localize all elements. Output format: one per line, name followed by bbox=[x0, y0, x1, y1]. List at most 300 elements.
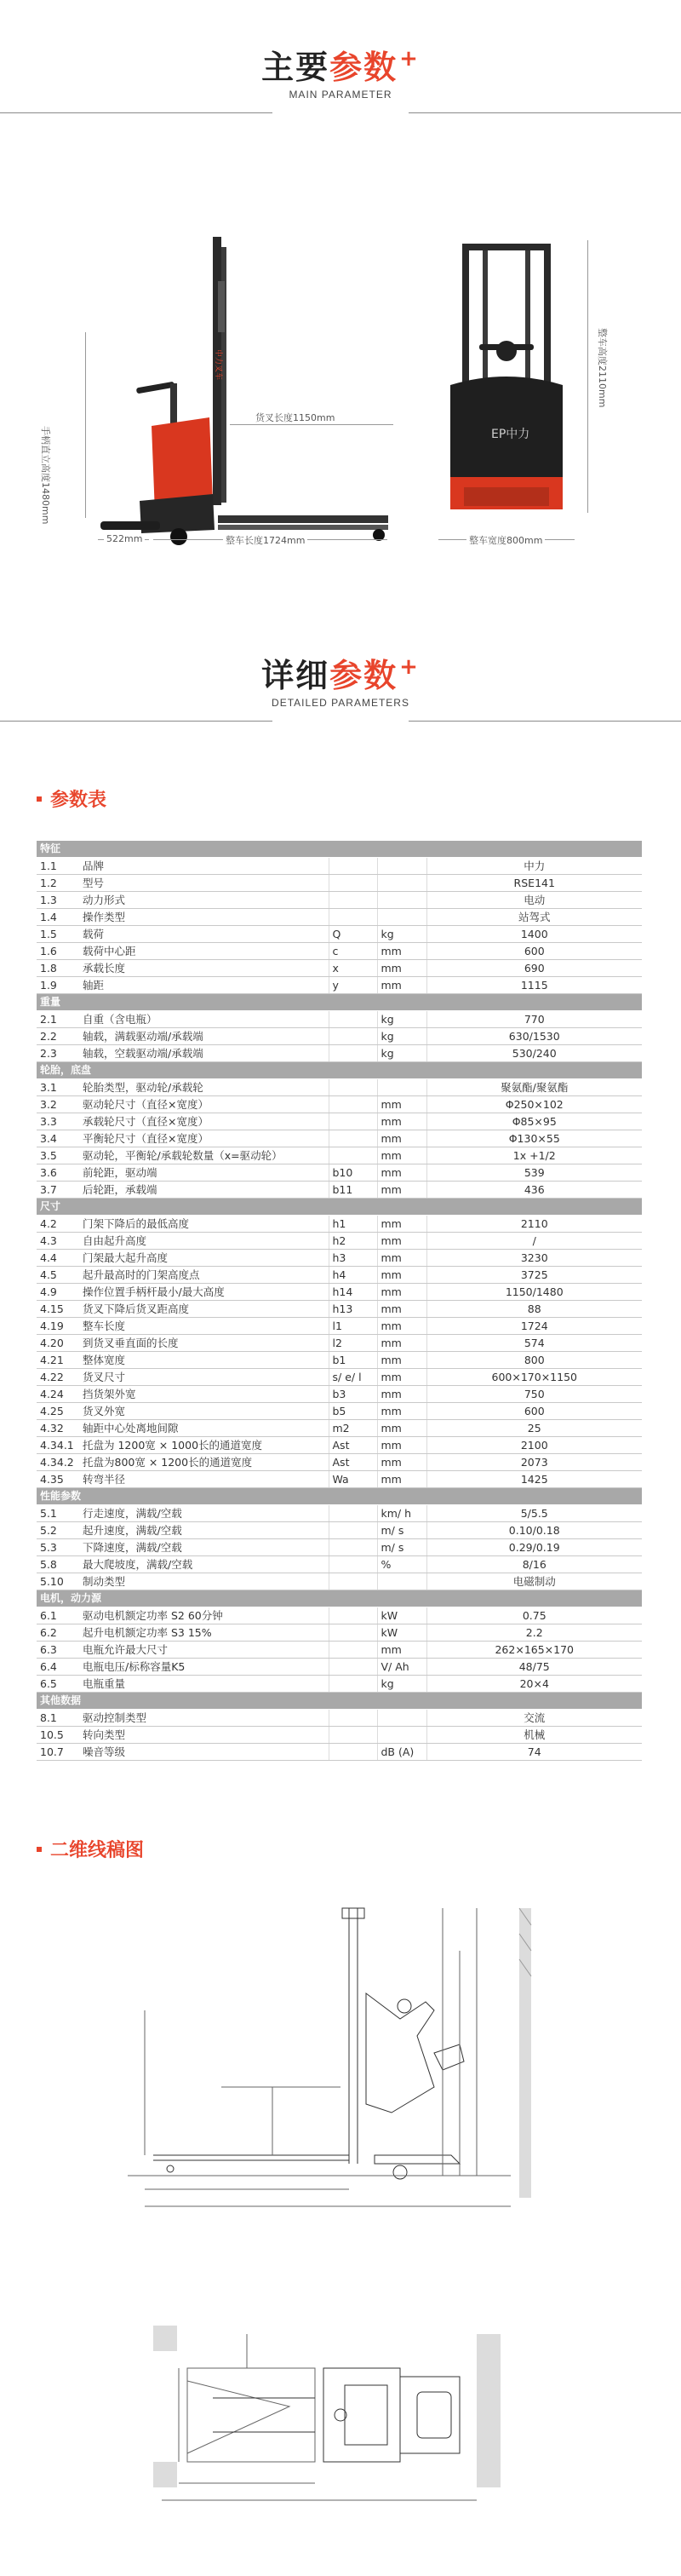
table-row bbox=[37, 1028, 642, 1045]
table-row bbox=[37, 1522, 642, 1539]
table-row bbox=[37, 943, 642, 960]
param-symbol bbox=[329, 1096, 377, 1113]
param-name: 托盘为 1200宽 × 1000长的通道宽度 bbox=[79, 1437, 329, 1454]
param-name: 行走速度，满载/空载 bbox=[79, 1505, 329, 1522]
param-symbol: h1 bbox=[329, 1216, 377, 1233]
table-row bbox=[37, 1420, 642, 1437]
param-number: 6.2 bbox=[37, 1624, 79, 1642]
table-row bbox=[37, 1182, 642, 1199]
param-table bbox=[37, 841, 642, 1761]
param-number: 5.8 bbox=[37, 1556, 79, 1573]
table-row bbox=[37, 960, 642, 977]
param-symbol: y bbox=[329, 977, 377, 994]
table-group-row bbox=[37, 1062, 642, 1079]
param-name: 货叉下降后货叉距高度 bbox=[79, 1301, 329, 1318]
param-unit: m/ s bbox=[377, 1522, 426, 1539]
param-unit: mm bbox=[377, 1369, 426, 1386]
param-number: 2.3 bbox=[37, 1045, 79, 1062]
param-name: 噪音等级 bbox=[79, 1744, 329, 1761]
param-symbol: c bbox=[329, 943, 377, 960]
param-name: 货叉外宽 bbox=[79, 1403, 329, 1420]
table-row bbox=[37, 1164, 642, 1182]
table-row bbox=[37, 909, 642, 926]
param-name: 驱动控制类型 bbox=[79, 1710, 329, 1727]
param-unit: mm bbox=[377, 1250, 426, 1267]
group-label: 其他数据 bbox=[37, 1693, 642, 1710]
param-symbol bbox=[329, 892, 377, 909]
param-number: 2.1 bbox=[37, 1011, 79, 1028]
param-name: 整车长度 bbox=[79, 1318, 329, 1335]
param-name: 型号 bbox=[79, 875, 329, 892]
param-name: 载荷 bbox=[79, 926, 329, 943]
param-number: 1.3 bbox=[37, 892, 79, 909]
param-symbol bbox=[329, 1522, 377, 1539]
param-symbol bbox=[329, 1011, 377, 1028]
param-symbol bbox=[329, 1727, 377, 1744]
param-symbol: b3 bbox=[329, 1386, 377, 1403]
param-number: 5.2 bbox=[37, 1522, 79, 1539]
side-view-drawing bbox=[119, 1900, 545, 2235]
handle-height-line bbox=[85, 332, 86, 518]
param-value: 690 bbox=[426, 960, 642, 977]
overall-height-line bbox=[587, 240, 588, 513]
group-label: 电机，动力源 bbox=[37, 1590, 642, 1607]
param-name: 动力形式 bbox=[79, 892, 329, 909]
param-number: 3.7 bbox=[37, 1182, 79, 1199]
param-name: 最大爬坡度，满载/空载 bbox=[79, 1556, 329, 1573]
param-symbol: b10 bbox=[329, 1164, 377, 1182]
param-unit: V/ Ah bbox=[377, 1659, 426, 1676]
param-symbol bbox=[329, 1676, 377, 1693]
param-unit: % bbox=[377, 1556, 426, 1573]
param-value: Φ130×55 bbox=[426, 1130, 642, 1147]
param-number: 6.5 bbox=[37, 1676, 79, 1693]
table-row bbox=[37, 1676, 642, 1693]
param-symbol bbox=[329, 1573, 377, 1590]
param-symbol bbox=[329, 858, 377, 875]
param-number: 4.34.2 bbox=[37, 1454, 79, 1471]
param-unit: mm bbox=[377, 1335, 426, 1352]
param-symbol: Wa bbox=[329, 1471, 377, 1488]
param-symbol bbox=[329, 1147, 377, 1164]
param-number: 6.1 bbox=[37, 1607, 79, 1624]
param-value: 交流 bbox=[426, 1710, 642, 1727]
drawing-title: 二维线稿图 bbox=[37, 1836, 144, 1862]
param-name: 操作位置手柄杆最小/最大高度 bbox=[79, 1284, 329, 1301]
param-name: 整体宽度 bbox=[79, 1352, 329, 1369]
param-symbol bbox=[329, 1624, 377, 1642]
param-value: Φ250×102 bbox=[426, 1096, 642, 1113]
param-number: 5.10 bbox=[37, 1573, 79, 1590]
param-unit: kW bbox=[377, 1624, 426, 1642]
param-unit: mm bbox=[377, 1352, 426, 1369]
param-name: 起升速度，满载/空载 bbox=[79, 1522, 329, 1539]
param-value: 48/75 bbox=[426, 1659, 642, 1676]
param-unit: mm bbox=[377, 977, 426, 994]
param-name: 驱动轮，平衡轮/承载轮数量（x=驱动轮） bbox=[79, 1147, 329, 1164]
param-value: 1x +1/2 bbox=[426, 1147, 642, 1164]
param-number: 4.24 bbox=[37, 1386, 79, 1403]
param-symbol bbox=[329, 1045, 377, 1062]
param-value: 中力 bbox=[426, 858, 642, 875]
param-value: 1425 bbox=[426, 1471, 642, 1488]
table-row bbox=[37, 1147, 642, 1164]
param-symbol bbox=[329, 1642, 377, 1659]
param-symbol: h4 bbox=[329, 1267, 377, 1284]
param-value: 74 bbox=[426, 1744, 642, 1761]
param-number: 4.32 bbox=[37, 1420, 79, 1437]
param-table-body bbox=[37, 841, 642, 1761]
param-value: 2073 bbox=[426, 1454, 642, 1471]
detail-parameter-subtitle: DETAILED PARAMETERS bbox=[272, 697, 409, 709]
param-symbol bbox=[329, 1505, 377, 1522]
truck-front-photo bbox=[438, 240, 575, 521]
param-number: 3.3 bbox=[37, 1113, 79, 1130]
param-name: 轴距中心处离地间隙 bbox=[79, 1420, 329, 1437]
param-number: 4.4 bbox=[37, 1250, 79, 1267]
table-row bbox=[37, 977, 642, 994]
param-unit: mm bbox=[377, 1164, 426, 1182]
param-number: 3.1 bbox=[37, 1079, 79, 1096]
param-name: 前轮距，驱动端 bbox=[79, 1164, 329, 1182]
param-name: 挡货架外宽 bbox=[79, 1386, 329, 1403]
param-number: 4.2 bbox=[37, 1216, 79, 1233]
param-symbol: l2 bbox=[329, 1335, 377, 1352]
main-parameter-title: 主要参数+ bbox=[261, 46, 420, 86]
param-number: 4.20 bbox=[37, 1335, 79, 1352]
param-unit bbox=[377, 1727, 426, 1744]
param-value: 1150/1480 bbox=[426, 1284, 642, 1301]
param-value: 800 bbox=[426, 1352, 642, 1369]
param-value: / bbox=[426, 1233, 642, 1250]
param-name: 托盘为800宽 × 1200长的通道宽度 bbox=[79, 1454, 329, 1471]
table-row bbox=[37, 1386, 642, 1403]
group-label: 重量 bbox=[37, 994, 642, 1011]
param-name: 载荷中心距 bbox=[79, 943, 329, 960]
param-name: 门架最大起升高度 bbox=[79, 1250, 329, 1267]
param-symbol: h3 bbox=[329, 1250, 377, 1267]
param-name: 平衡轮尺寸（直径×宽度） bbox=[79, 1130, 329, 1147]
param-value: 2110 bbox=[426, 1216, 642, 1233]
param-symbol: b1 bbox=[329, 1352, 377, 1369]
param-value: 530/240 bbox=[426, 1045, 642, 1062]
table-row bbox=[37, 1607, 642, 1624]
param-unit bbox=[377, 1573, 426, 1590]
param-number: 4.3 bbox=[37, 1233, 79, 1250]
param-value: 1724 bbox=[426, 1318, 642, 1335]
header-rule-left bbox=[0, 112, 272, 113]
param-value: 2.2 bbox=[426, 1624, 642, 1642]
table-row bbox=[37, 1710, 642, 1727]
param-unit: mm bbox=[377, 1437, 426, 1454]
param-unit: mm bbox=[377, 1216, 426, 1233]
param-value: 8/16 bbox=[426, 1556, 642, 1573]
param-unit: mm bbox=[377, 1267, 426, 1284]
param-symbol bbox=[329, 1539, 377, 1556]
param-value: 770 bbox=[426, 1011, 642, 1028]
param-number: 3.6 bbox=[37, 1164, 79, 1182]
param-number: 4.5 bbox=[37, 1267, 79, 1284]
param-name: 下降速度，满载/空载 bbox=[79, 1539, 329, 1556]
param-value: 0.75 bbox=[426, 1607, 642, 1624]
table-row bbox=[37, 1267, 642, 1284]
param-symbol bbox=[329, 1659, 377, 1676]
param-unit: mm bbox=[377, 1233, 426, 1250]
param-number: 2.2 bbox=[37, 1028, 79, 1045]
param-unit: kg bbox=[377, 1676, 426, 1693]
param-number: 10.5 bbox=[37, 1727, 79, 1744]
param-name: 轴载，满载驱动端/承载端 bbox=[79, 1028, 329, 1045]
param-unit: mm bbox=[377, 943, 426, 960]
param-number: 3.2 bbox=[37, 1096, 79, 1113]
param-name: 制动类型 bbox=[79, 1573, 329, 1590]
header-rule-left bbox=[0, 721, 272, 722]
param-value: 600 bbox=[426, 943, 642, 960]
param-value: 机械 bbox=[426, 1727, 642, 1744]
param-table-title: 参数表 bbox=[37, 785, 106, 812]
table-group-row bbox=[37, 1590, 642, 1607]
param-value: 630/1530 bbox=[426, 1028, 642, 1045]
table-row bbox=[37, 1011, 642, 1028]
table-row bbox=[37, 892, 642, 909]
param-value: 3725 bbox=[426, 1267, 642, 1284]
param-number: 1.9 bbox=[37, 977, 79, 994]
table-row bbox=[37, 1454, 642, 1471]
side-view-linework bbox=[119, 1900, 545, 2232]
param-symbol bbox=[329, 1079, 377, 1096]
table-row bbox=[37, 1573, 642, 1590]
param-number: 1.8 bbox=[37, 960, 79, 977]
param-symbol: b5 bbox=[329, 1403, 377, 1420]
param-unit bbox=[377, 875, 426, 892]
param-symbol bbox=[329, 1744, 377, 1761]
table-row bbox=[37, 1624, 642, 1642]
main-parameter-subtitle: MAIN PARAMETER bbox=[289, 89, 392, 101]
param-symbol: Ast bbox=[329, 1454, 377, 1471]
param-value: 262×165×170 bbox=[426, 1642, 642, 1659]
param-value: 电磁制动 bbox=[426, 1573, 642, 1590]
param-unit: mm bbox=[377, 1147, 426, 1164]
param-value: 600 bbox=[426, 1403, 642, 1420]
param-unit: mm bbox=[377, 1386, 426, 1403]
param-number: 1.4 bbox=[37, 909, 79, 926]
bullet-icon bbox=[37, 1847, 42, 1852]
param-symbol bbox=[329, 1113, 377, 1130]
param-unit: mm bbox=[377, 1113, 426, 1130]
param-symbol: l1 bbox=[329, 1318, 377, 1335]
param-name: 轴距 bbox=[79, 977, 329, 994]
param-name: 转向类型 bbox=[79, 1727, 329, 1744]
param-unit: mm bbox=[377, 1096, 426, 1113]
table-group-row bbox=[37, 1693, 642, 1710]
header-rule-right bbox=[409, 721, 681, 722]
param-name: 电瓶电压/标称容量K5 bbox=[79, 1659, 329, 1676]
param-unit: kg bbox=[377, 1045, 426, 1062]
param-symbol: b11 bbox=[329, 1182, 377, 1199]
table-row bbox=[37, 1659, 642, 1676]
param-number: 1.1 bbox=[37, 858, 79, 875]
param-number: 4.19 bbox=[37, 1318, 79, 1335]
param-unit: mm bbox=[377, 1471, 426, 1488]
param-symbol bbox=[329, 909, 377, 926]
table-row bbox=[37, 1352, 642, 1369]
param-symbol: x bbox=[329, 960, 377, 977]
param-value: 574 bbox=[426, 1335, 642, 1352]
param-number: 6.4 bbox=[37, 1659, 79, 1676]
param-value: 1115 bbox=[426, 977, 642, 994]
param-symbol: Ast bbox=[329, 1437, 377, 1454]
param-symbol bbox=[329, 1130, 377, 1147]
param-number: 4.15 bbox=[37, 1301, 79, 1318]
table-row bbox=[37, 858, 642, 875]
param-name: 操作类型 bbox=[79, 909, 329, 926]
table-row bbox=[37, 1284, 642, 1301]
param-symbol: s/ e/ l bbox=[329, 1369, 377, 1386]
table-row bbox=[37, 1539, 642, 1556]
table-row bbox=[37, 1079, 642, 1096]
param-symbol: m2 bbox=[329, 1420, 377, 1437]
param-number: 5.3 bbox=[37, 1539, 79, 1556]
table-row bbox=[37, 1505, 642, 1522]
fork-length-label: 货叉长度1150mm bbox=[255, 412, 335, 423]
truck-side-photo bbox=[51, 230, 392, 554]
param-number: 4.21 bbox=[37, 1352, 79, 1369]
bullet-icon bbox=[37, 796, 42, 802]
param-number: 1.5 bbox=[37, 926, 79, 943]
param-number: 4.34.1 bbox=[37, 1437, 79, 1454]
param-number: 5.1 bbox=[37, 1505, 79, 1522]
param-unit: mm bbox=[377, 1301, 426, 1318]
param-value: 3230 bbox=[426, 1250, 642, 1267]
param-name: 电瓶重量 bbox=[79, 1676, 329, 1693]
param-symbol bbox=[329, 1607, 377, 1624]
param-unit: mm bbox=[377, 1642, 426, 1659]
param-number: 3.5 bbox=[37, 1147, 79, 1164]
overall-width-label: 整车宽度800mm bbox=[466, 533, 545, 547]
param-name: 门架下降后的最低高度 bbox=[79, 1216, 329, 1233]
param-name: 自由起升高度 bbox=[79, 1233, 329, 1250]
param-symbol bbox=[329, 1556, 377, 1573]
param-name: 品牌 bbox=[79, 858, 329, 875]
plus-icon: + bbox=[399, 46, 420, 72]
top-view-linework bbox=[145, 2317, 511, 2513]
param-name: 驱动轮尺寸（直径×宽度） bbox=[79, 1096, 329, 1113]
param-value: 539 bbox=[426, 1164, 642, 1182]
overall-length-label: 整车长度1724mm bbox=[223, 533, 307, 547]
table-row bbox=[37, 1096, 642, 1113]
table-row bbox=[37, 1233, 642, 1250]
param-symbol: h13 bbox=[329, 1301, 377, 1318]
param-number: 6.3 bbox=[37, 1642, 79, 1659]
param-number: 4.22 bbox=[37, 1369, 79, 1386]
param-symbol bbox=[329, 875, 377, 892]
param-value: 0.29/0.19 bbox=[426, 1539, 642, 1556]
table-row bbox=[37, 1727, 642, 1744]
param-name: 轴载，空载驱动端/承载端 bbox=[79, 1045, 329, 1062]
param-unit bbox=[377, 1710, 426, 1727]
param-symbol bbox=[329, 1028, 377, 1045]
param-unit: km/ h bbox=[377, 1505, 426, 1522]
param-unit: mm bbox=[377, 1420, 426, 1437]
table-group-row bbox=[37, 994, 642, 1011]
group-label: 轮胎，底盘 bbox=[37, 1062, 642, 1079]
param-value: 站驾式 bbox=[426, 909, 642, 926]
group-label: 特征 bbox=[37, 841, 642, 858]
param-name: 起升电机额定功率 S3 15% bbox=[79, 1624, 329, 1642]
param-value: 1400 bbox=[426, 926, 642, 943]
param-name: 后轮距，承载端 bbox=[79, 1182, 329, 1199]
param-name: 起升最高时的门架高度点 bbox=[79, 1267, 329, 1284]
param-number: 10.7 bbox=[37, 1744, 79, 1761]
table-row bbox=[37, 1744, 642, 1761]
param-unit: kW bbox=[377, 1607, 426, 1624]
truck-front-illustration bbox=[438, 240, 575, 521]
table-row bbox=[37, 1437, 642, 1454]
detail-parameter-title: 详细参数+ bbox=[261, 654, 420, 694]
param-name: 转弯半径 bbox=[79, 1471, 329, 1488]
param-unit: m/ s bbox=[377, 1539, 426, 1556]
front-logo-text: EP中力 bbox=[491, 428, 530, 441]
param-value: 20×4 bbox=[426, 1676, 642, 1693]
param-value: 2100 bbox=[426, 1437, 642, 1454]
param-symbol: Q bbox=[329, 926, 377, 943]
table-row bbox=[37, 1642, 642, 1659]
table-row bbox=[37, 1556, 642, 1573]
param-value: 5/5.5 bbox=[426, 1505, 642, 1522]
param-number: 1.6 bbox=[37, 943, 79, 960]
param-number: 3.4 bbox=[37, 1130, 79, 1147]
param-unit bbox=[377, 858, 426, 875]
param-unit bbox=[377, 1079, 426, 1096]
param-number: 4.35 bbox=[37, 1471, 79, 1488]
group-label: 尺寸 bbox=[37, 1199, 642, 1216]
param-number: 4.9 bbox=[37, 1284, 79, 1301]
param-unit: mm bbox=[377, 960, 426, 977]
param-symbol: h2 bbox=[329, 1233, 377, 1250]
table-row bbox=[37, 1045, 642, 1062]
param-number: 4.25 bbox=[37, 1403, 79, 1420]
param-unit: kg bbox=[377, 1011, 426, 1028]
param-unit bbox=[377, 892, 426, 909]
mast-brand-text: 中力叉车 bbox=[214, 349, 222, 381]
overall-height-label: 整车高度2110mm bbox=[597, 328, 608, 408]
param-number: 8.1 bbox=[37, 1710, 79, 1727]
rear-width-label: 522mm bbox=[104, 533, 145, 544]
param-value: 88 bbox=[426, 1301, 642, 1318]
table-row bbox=[37, 875, 642, 892]
group-label: 性能参数 bbox=[37, 1488, 642, 1505]
table-row bbox=[37, 1318, 642, 1335]
param-unit bbox=[377, 909, 426, 926]
param-unit: mm bbox=[377, 1182, 426, 1199]
param-value: 750 bbox=[426, 1386, 642, 1403]
header-rule-right bbox=[409, 112, 681, 113]
param-number: 1.2 bbox=[37, 875, 79, 892]
table-group-row bbox=[37, 841, 642, 858]
param-value: Φ85×95 bbox=[426, 1113, 642, 1130]
param-symbol: h14 bbox=[329, 1284, 377, 1301]
param-value: 600×170×1150 bbox=[426, 1369, 642, 1386]
table-group-row bbox=[37, 1199, 642, 1216]
table-row bbox=[37, 926, 642, 943]
param-value: RSE141 bbox=[426, 875, 642, 892]
param-name: 承载长度 bbox=[79, 960, 329, 977]
param-name: 自重（含电瓶） bbox=[79, 1011, 329, 1028]
fork-length-line bbox=[230, 424, 393, 425]
plus-icon: + bbox=[399, 654, 420, 680]
main-parameter-header bbox=[0, 48, 681, 101]
detail-parameter-header bbox=[0, 656, 681, 709]
